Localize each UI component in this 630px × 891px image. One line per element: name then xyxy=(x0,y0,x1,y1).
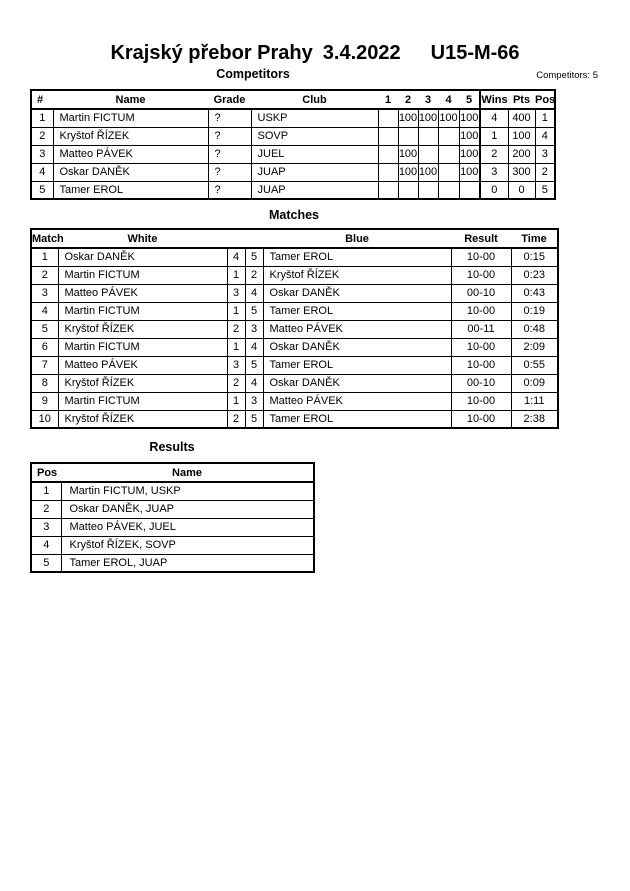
round-3-score xyxy=(418,127,438,145)
match-time: 0:15 xyxy=(511,248,558,266)
competitor-grade: ? xyxy=(208,181,251,199)
competitor-name: Martin FICTUM xyxy=(53,109,208,127)
blue-competitor-name: Matteo PÁVEK xyxy=(263,320,451,338)
competitor-position: 5 xyxy=(535,181,555,199)
blue-competitor-number: 5 xyxy=(245,410,263,428)
round-3-score xyxy=(418,145,438,163)
col-header-white-num xyxy=(227,229,245,248)
match-row xyxy=(31,410,558,428)
blue-competitor-number: 4 xyxy=(245,374,263,392)
results-header xyxy=(31,463,314,482)
match-result: 00-11 xyxy=(451,320,511,338)
white-competitor-number: 3 xyxy=(227,356,245,374)
round-5-score: 100 xyxy=(459,127,480,145)
round-5-score: 100 xyxy=(459,163,480,181)
competitor-number: 1 xyxy=(31,109,53,127)
white-competitor-name: Martin FICTUM xyxy=(58,302,227,320)
blue-competitor-name: Tamer EROL xyxy=(263,302,451,320)
round-1-score xyxy=(378,127,398,145)
round-1-score xyxy=(378,163,398,181)
match-row xyxy=(31,338,558,356)
round-4-score xyxy=(438,127,459,145)
competitor-number: 5 xyxy=(31,181,53,199)
competitor-grade: ? xyxy=(208,127,251,145)
round-1-score xyxy=(378,109,398,127)
col-header-round-3: 3 xyxy=(418,90,438,109)
result-position: 2 xyxy=(31,500,61,518)
match-result: 10-00 xyxy=(451,410,511,428)
white-competitor-name: Matteo PÁVEK xyxy=(58,284,227,302)
result-position: 4 xyxy=(31,536,61,554)
round-4-score xyxy=(438,163,459,181)
col-header-round-2: 2 xyxy=(398,90,418,109)
competitors-table xyxy=(30,89,556,200)
result-row xyxy=(31,482,314,500)
competitor-row xyxy=(31,145,555,163)
event-category: U15-M-66 xyxy=(430,42,520,64)
white-competitor-number: 4 xyxy=(227,248,245,266)
competitor-club: JUAP xyxy=(251,181,378,199)
competitor-grade: ? xyxy=(208,109,251,127)
competitor-points: 0 xyxy=(508,181,535,199)
round-2-score: 100 xyxy=(398,145,418,163)
blue-competitor-name: Tamer EROL xyxy=(263,248,451,266)
white-competitor-name: Martin FICTUM xyxy=(58,266,227,284)
col-header-name: Name xyxy=(53,90,208,109)
competitor-position: 1 xyxy=(535,109,555,127)
blue-competitor-name: Oskar DANĚK xyxy=(263,284,451,302)
competitor-position: 3 xyxy=(535,145,555,163)
round-3-score: 100 xyxy=(418,163,438,181)
match-result: 10-00 xyxy=(451,356,511,374)
competitor-grade: ? xyxy=(208,145,251,163)
match-time: 2:38 xyxy=(511,410,558,428)
competitor-position: 2 xyxy=(535,163,555,181)
col-header-round-1: 1 xyxy=(378,90,398,109)
competitor-number: 4 xyxy=(31,163,53,181)
match-time: 0:43 xyxy=(511,284,558,302)
col-header-pos: Pos xyxy=(31,463,61,482)
match-row xyxy=(31,302,558,320)
match-time: 0:48 xyxy=(511,320,558,338)
white-competitor-name: Oskar DANĚK xyxy=(58,248,227,266)
match-result: 10-00 xyxy=(451,248,511,266)
col-header-blue: Blue xyxy=(263,229,451,248)
result-name: Kryštof ŘÍZEK, SOVP xyxy=(61,536,314,554)
col-header-match: Match xyxy=(31,229,58,248)
competitor-club: USKP xyxy=(251,109,378,127)
blue-competitor-name: Tamer EROL xyxy=(263,356,451,374)
blue-competitor-number: 2 xyxy=(245,266,263,284)
match-row xyxy=(31,392,558,410)
competitor-row xyxy=(31,127,555,145)
match-row xyxy=(31,356,558,374)
competitor-name: Kryštof ŘÍZEK xyxy=(53,127,208,145)
result-position: 5 xyxy=(31,554,61,572)
match-result: 10-00 xyxy=(451,266,511,284)
white-competitor-name: Martin FICTUM xyxy=(58,338,227,356)
blue-competitor-name: Oskar DANĚK xyxy=(263,338,451,356)
col-header-round-5: 5 xyxy=(459,90,480,109)
match-row xyxy=(31,248,558,266)
competitor-row xyxy=(31,163,555,181)
competitor-name: Oskar DANĚK xyxy=(53,163,208,181)
matches-header xyxy=(31,229,558,248)
match-number: 6 xyxy=(31,338,58,356)
results-section-title: Results xyxy=(149,440,195,454)
white-competitor-number: 3 xyxy=(227,284,245,302)
col-header-white: White xyxy=(58,229,227,248)
round-4-score: 100 xyxy=(438,109,459,127)
round-1-score xyxy=(378,145,398,163)
blue-competitor-number: 5 xyxy=(245,302,263,320)
result-position: 1 xyxy=(31,482,61,500)
competitor-row xyxy=(31,181,555,199)
result-name: Martin FICTUM, USKP xyxy=(61,482,314,500)
match-time: 0:09 xyxy=(511,374,558,392)
blue-competitor-name: Matteo PÁVEK xyxy=(263,392,451,410)
blue-competitor-number: 5 xyxy=(245,248,263,266)
col-header-wins: Wins xyxy=(480,90,508,109)
white-competitor-name: Matteo PÁVEK xyxy=(58,356,227,374)
match-result: 10-00 xyxy=(451,302,511,320)
white-competitor-number: 1 xyxy=(227,266,245,284)
round-2-score xyxy=(398,181,418,199)
result-name: Oskar DANĚK, JUAP xyxy=(61,500,314,518)
result-name: Matteo PÁVEK, JUEL xyxy=(61,518,314,536)
match-number: 3 xyxy=(31,284,58,302)
white-competitor-name: Kryštof ŘÍZEK xyxy=(58,320,227,338)
competitor-number: 3 xyxy=(31,145,53,163)
match-result: 00-10 xyxy=(451,374,511,392)
blue-competitor-number: 3 xyxy=(245,392,263,410)
round-5-score xyxy=(459,181,480,199)
round-4-score xyxy=(438,181,459,199)
competitor-wins: 4 xyxy=(480,109,508,127)
col-header-round-4: 4 xyxy=(438,90,459,109)
competitor-club: JUAP xyxy=(251,163,378,181)
result-name: Tamer EROL, JUAP xyxy=(61,554,314,572)
white-competitor-name: Martin FICTUM xyxy=(58,392,227,410)
match-row xyxy=(31,266,558,284)
competitor-club: JUEL xyxy=(251,145,378,163)
competitor-row xyxy=(31,109,555,127)
competitor-name: Matteo PÁVEK xyxy=(53,145,208,163)
col-header-blue-num xyxy=(245,229,263,248)
competitor-wins: 0 xyxy=(480,181,508,199)
col-header-num: # xyxy=(31,90,53,109)
round-3-score xyxy=(418,181,438,199)
blue-competitor-name: Tamer EROL xyxy=(263,410,451,428)
competitor-wins: 1 xyxy=(480,127,508,145)
competitor-grade: ? xyxy=(208,163,251,181)
competitor-position: 4 xyxy=(535,127,555,145)
match-number: 10 xyxy=(31,410,58,428)
matches-section-title: Matches xyxy=(268,208,320,222)
match-time: 0:19 xyxy=(511,302,558,320)
match-row xyxy=(31,320,558,338)
round-5-score: 100 xyxy=(459,145,480,163)
match-number: 7 xyxy=(31,356,58,374)
blue-competitor-number: 4 xyxy=(245,284,263,302)
white-competitor-number: 1 xyxy=(227,338,245,356)
competitor-points: 300 xyxy=(508,163,535,181)
match-number: 1 xyxy=(31,248,58,266)
result-row xyxy=(31,518,314,536)
match-result: 10-00 xyxy=(451,338,511,356)
round-5-score: 100 xyxy=(459,109,480,127)
match-number: 9 xyxy=(31,392,58,410)
white-competitor-number: 2 xyxy=(227,374,245,392)
result-position: 3 xyxy=(31,518,61,536)
round-2-score: 100 xyxy=(398,109,418,127)
match-result: 10-00 xyxy=(451,392,511,410)
competitor-wins: 2 xyxy=(480,145,508,163)
white-competitor-number: 1 xyxy=(227,302,245,320)
page-title xyxy=(0,42,630,65)
blue-competitor-name: Kryštof ŘÍZEK xyxy=(263,266,451,284)
match-time: 2:09 xyxy=(511,338,558,356)
match-number: 8 xyxy=(31,374,58,392)
competitor-points: 400 xyxy=(508,109,535,127)
result-row xyxy=(31,500,314,518)
round-1-score xyxy=(378,181,398,199)
competitor-name: Tamer EROL xyxy=(53,181,208,199)
blue-competitor-name: Oskar DANĚK xyxy=(263,374,451,392)
match-number: 2 xyxy=(31,266,58,284)
white-competitor-name: Kryštof ŘÍZEK xyxy=(58,374,227,392)
competitor-points: 100 xyxy=(508,127,535,145)
round-3-score: 100 xyxy=(418,109,438,127)
match-number: 5 xyxy=(31,320,58,338)
col-header-pos: Pos xyxy=(535,90,555,109)
event-date: 3.4.2022 xyxy=(322,42,401,64)
white-competitor-number: 2 xyxy=(227,320,245,338)
match-number: 4 xyxy=(31,302,58,320)
result-row xyxy=(31,536,314,554)
match-row xyxy=(31,374,558,392)
white-competitor-number: 1 xyxy=(227,392,245,410)
col-header-club: Club xyxy=(251,90,378,109)
competitors-section-title: Competitors xyxy=(216,67,290,81)
competitors-count: Competitors: 5 xyxy=(536,70,598,81)
round-4-score xyxy=(438,145,459,163)
competitors-header xyxy=(31,90,555,109)
match-row xyxy=(31,284,558,302)
col-header-name: Name xyxy=(61,463,314,482)
match-time: 0:55 xyxy=(511,356,558,374)
blue-competitor-number: 4 xyxy=(245,338,263,356)
blue-competitor-number: 5 xyxy=(245,356,263,374)
col-header-time: Time xyxy=(511,229,558,248)
round-2-score: 100 xyxy=(398,163,418,181)
event-name: Krajský přebor Prahy xyxy=(110,42,313,64)
blue-competitor-number: 3 xyxy=(245,320,263,338)
match-result: 00-10 xyxy=(451,284,511,302)
result-row xyxy=(31,554,314,572)
col-header-grade: Grade xyxy=(208,90,251,109)
competitor-club: SOVP xyxy=(251,127,378,145)
competitor-number: 2 xyxy=(31,127,53,145)
white-competitor-name: Kryštof ŘÍZEK xyxy=(58,410,227,428)
match-time: 1:11 xyxy=(511,392,558,410)
white-competitor-number: 2 xyxy=(227,410,245,428)
matches-table xyxy=(30,228,559,429)
competitor-wins: 3 xyxy=(480,163,508,181)
round-2-score xyxy=(398,127,418,145)
col-header-result: Result xyxy=(451,229,511,248)
col-header-pts: Pts xyxy=(508,90,535,109)
results-table xyxy=(30,462,315,573)
match-time: 0:23 xyxy=(511,266,558,284)
competitor-points: 200 xyxy=(508,145,535,163)
